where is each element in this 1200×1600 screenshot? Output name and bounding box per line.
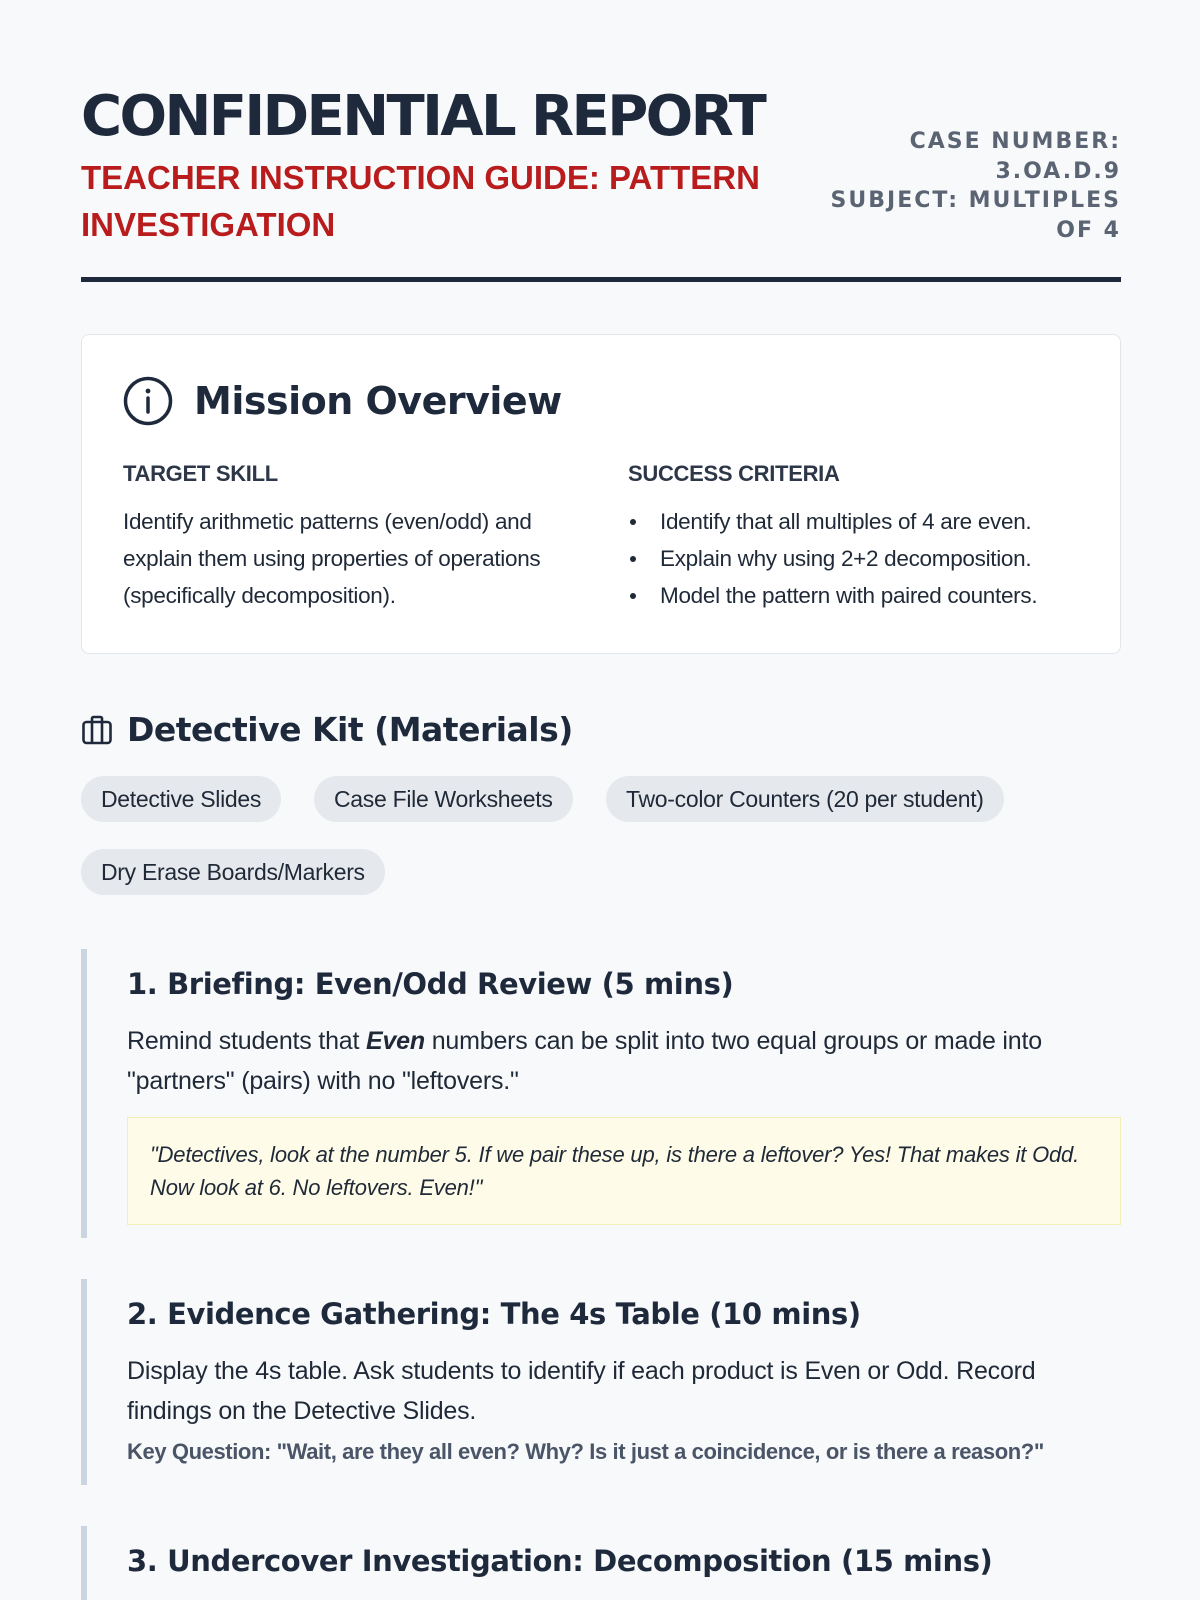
material-chip: Case File Worksheets — [314, 776, 573, 822]
briefcase-icon — [81, 714, 113, 746]
script-quote-box: "Detectives, look at the number 5. If we pair these up, is there a leftover? Yes! That makes it Odd. Now look at 6. No leftovers. Even!" — [127, 1117, 1121, 1225]
report-page — [81, 0, 1121, 1578]
list-item: Explain why using 2+2 decomposition. — [628, 540, 1088, 577]
case-number-value: 3.OA.D.9 — [995, 158, 1121, 184]
step-text — [127, 1021, 1121, 1101]
success-criteria-section — [628, 461, 1088, 614]
step-text-part: numbers can be split into two equal groups or made into "partners" (pairs) with no "leftovers." — [127, 1027, 1042, 1095]
target-skill-text: Identify arithmetic patterns (even/odd) and explain them using properties of operations (specifically decomposition). — [123, 509, 541, 608]
report-header — [81, 0, 1121, 282]
mission-overview-card — [81, 334, 1121, 654]
report-subtitle: TEACHER INSTRUCTION GUIDE: PATTERN INVESTIGATION — [81, 159, 760, 243]
subject-label: SUBJECT: MULTIPLES — [830, 188, 1121, 213]
step-title: 3. Undercover Investigation: Decomposition (15 mins) — [127, 1544, 993, 1578]
report-title: CONFIDENTIAL REPORT — [81, 84, 765, 149]
key-question: Key Question: "Wait, are they all even? Why? Is it just a coincidence, or is there a reason?" — [127, 1439, 1044, 1464]
material-chip: Detective Slides — [81, 776, 281, 822]
step-undercover-investigation — [81, 1526, 1121, 1600]
step-text-emphasis: Even — [366, 1027, 425, 1055]
mission-overview-header — [122, 375, 562, 427]
case-number-label: CASE NUMBER: — [909, 129, 1121, 154]
list-item: Model the pattern with paired counters. — [628, 577, 1088, 614]
info-icon — [122, 375, 174, 427]
success-criteria-list — [628, 503, 1088, 614]
material-chip: Two-color Counters (20 per student) — [606, 776, 1004, 822]
target-skill-label: TARGET SKILL — [123, 461, 278, 486]
detective-kit-header — [81, 710, 573, 749]
subject-value: OF 4 — [1056, 217, 1121, 243]
case-meta — [821, 127, 1121, 245]
step-title: 2. Evidence Gathering: The 4s Table (10 mins) — [127, 1297, 861, 1331]
step-text: Display the 4s table. Ask students to identify if each product is Even or Odd. Record findings on the Detective Slides. — [127, 1357, 1036, 1425]
list-item: Identify that all multiples of 4 are even. — [628, 503, 1088, 540]
mission-overview-title: Mission Overview — [194, 379, 562, 423]
step-evidence-gathering — [81, 1279, 1121, 1485]
success-criteria-label: SUCCESS CRITERIA — [628, 461, 840, 486]
material-chip: Dry Erase Boards/Markers — [81, 849, 385, 895]
step-briefing — [81, 949, 1121, 1238]
detective-kit-title: Detective Kit (Materials) — [127, 710, 573, 749]
step-text-part: Remind students that — [127, 1027, 366, 1055]
target-skill-section — [123, 461, 583, 614]
step-title: 1. Briefing: Even/Odd Review (5 mins) — [127, 967, 734, 1001]
